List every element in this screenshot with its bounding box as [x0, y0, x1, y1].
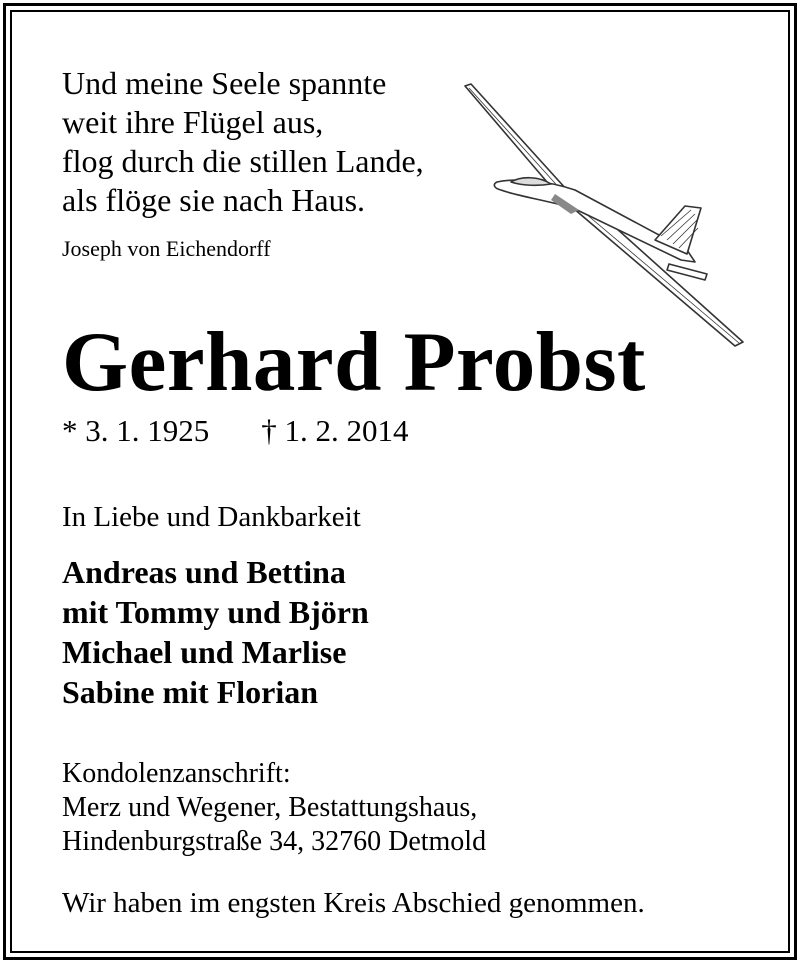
- family-line-2: mit Tommy und Björn: [62, 594, 369, 630]
- condolence-address: [62, 757, 486, 859]
- deceased-name: Gerhard Probst: [62, 315, 646, 409]
- poem-line-4: als flöge sie nach Haus.: [62, 182, 366, 218]
- poem-author: Joseph von Eichendorff: [62, 236, 271, 261]
- family-line-1: Andreas und Bettina: [62, 554, 346, 590]
- life-dates: [62, 412, 409, 450]
- family-line-3: Michael und Marlise: [62, 634, 347, 670]
- glider-icon: [455, 78, 750, 348]
- family-list: [62, 552, 369, 712]
- poem: [62, 64, 424, 220]
- birth-date: * 3. 1. 1925: [62, 413, 210, 448]
- dedication: In Liebe und Dankbarkeit: [62, 501, 361, 533]
- poem-line-2: weit ihre Flügel aus,: [62, 104, 324, 140]
- condolence-label: Kondolenzanschrift:: [62, 758, 291, 789]
- condolence-line-1: Merz und Wegener, Bestattungshaus,: [62, 792, 478, 823]
- family-line-4: Sabine mit Florian: [62, 674, 319, 710]
- poem-line-1: Und meine Seele spannte: [62, 65, 387, 101]
- death-date: † 1. 2. 2014: [261, 413, 409, 448]
- closing-note: Wir haben im engsten Kreis Abschied genommen.: [62, 887, 645, 919]
- condolence-line-2: Hindenburgstraße 34, 32760 Detmold: [62, 826, 487, 857]
- poem-line-3: flog durch die stillen Lande,: [62, 143, 424, 179]
